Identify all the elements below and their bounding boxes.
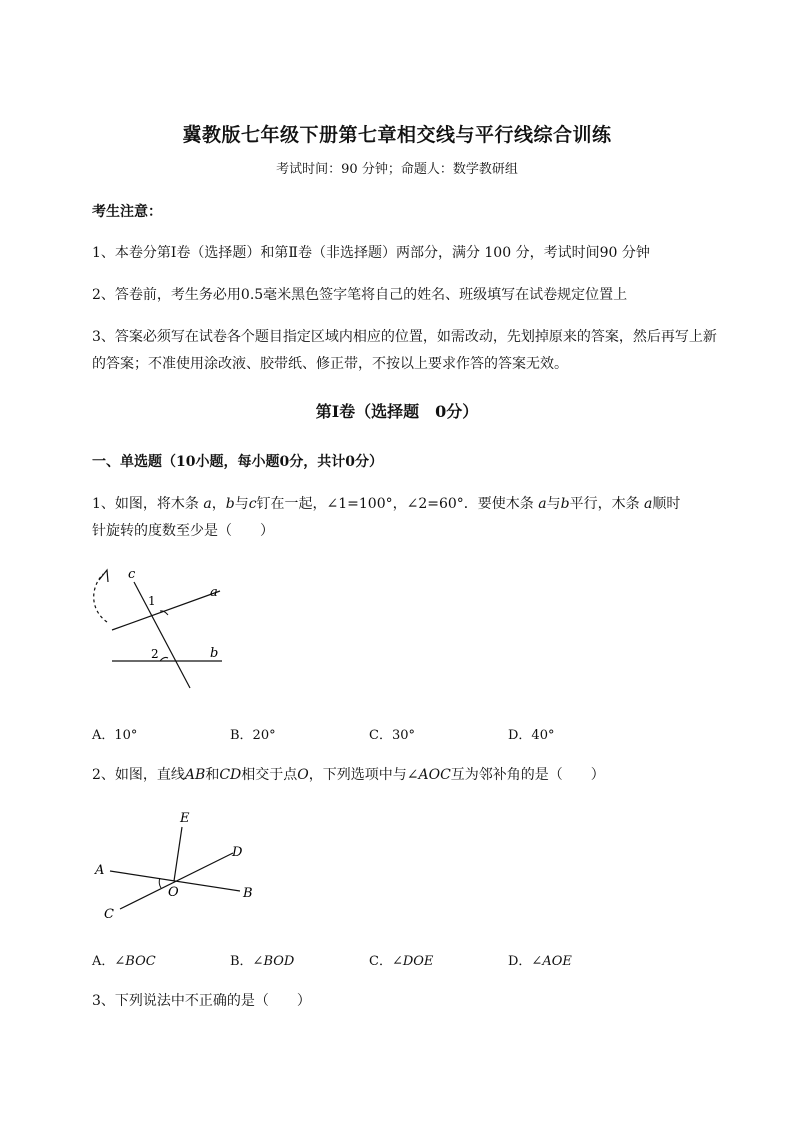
- rotation-arc: [94, 574, 107, 622]
- notice-item-3-cont: 的答案；不准使用涂改液、胶带纸、修正带，不按以上要求作答的答案无效。: [92, 356, 568, 372]
- q2-stem: 2、如图，直线AB和CD相交于点O，下列选项中与∠AOC互为邻补角的是（ ）: [92, 767, 605, 783]
- ray-oe: [174, 827, 182, 881]
- q2-option-d[interactable]: D．∠AOE: [508, 954, 572, 969]
- q1-option-c[interactable]: C．30°: [369, 728, 415, 743]
- point-c: C: [104, 907, 114, 922]
- line-a: [112, 591, 220, 630]
- q2-figure: [90, 805, 270, 925]
- point-d: D: [232, 845, 243, 860]
- q1-option-d[interactable]: D．40°: [508, 728, 555, 743]
- q3-stem: 3、下列说法中不正确的是（ ）: [92, 993, 311, 1009]
- label-a: a: [210, 585, 218, 600]
- part-title: 一、单选题（10小题，每小题0分，共计0分）: [92, 454, 383, 470]
- q1-stem-line2: 针旋转的度数至少是（ ）: [92, 523, 274, 539]
- q1-stem-line1: 1、如图，将木条 a，b与c钉在一起，∠1=100°，∠2=60°．要使木条 a与b平行，木条 a顺时: [92, 496, 681, 512]
- q1-option-a[interactable]: A．10°: [92, 728, 138, 743]
- notice-item-1: 1、本卷分第Ⅰ卷（选择题）和第Ⅱ卷（非选择题）两部分，满分 100 分，考试时间90 分钟: [92, 245, 650, 261]
- q2-option-a[interactable]: A．∠BOC: [92, 954, 156, 969]
- rotation-arrow-icon: [99, 570, 108, 582]
- q1-option-b[interactable]: B．20°: [230, 728, 276, 743]
- line-c: [134, 582, 190, 688]
- angle-1-arc: [160, 611, 168, 615]
- notice-heading: 考生注意：: [92, 204, 162, 220]
- angle-aoc-arc: [159, 878, 161, 888]
- page-title: 冀教版七年级下册第七章相交线与平行线综合训练: [182, 124, 612, 146]
- label-angle-1: 1: [148, 594, 156, 608]
- section-title: 第Ⅰ卷（选择题 0分）: [315, 402, 479, 421]
- exam-info: 考试时间：90 分钟；命题人：数学教研组: [276, 162, 518, 177]
- label-angle-2: 2: [151, 647, 159, 661]
- point-e: E: [180, 811, 190, 826]
- point-a: A: [95, 863, 105, 878]
- label-c: c: [128, 567, 136, 582]
- q1-figure: [80, 560, 250, 700]
- notice-item-2: 2、答卷前，考生务必用0.5毫米黑色签字笔将自己的姓名、班级填写在试卷规定位置上: [92, 287, 628, 303]
- point-o: O: [168, 885, 179, 900]
- point-b: B: [243, 886, 253, 901]
- q2-option-b[interactable]: B．∠BOD: [230, 954, 295, 969]
- label-b: b: [210, 646, 219, 661]
- notice-item-3: 3、答案必须写在试卷各个题目指定区域内相应的位置，如需改动，先划掉原来的答案，然后再写上新: [92, 329, 717, 345]
- q2-option-c[interactable]: C．∠DOE: [369, 954, 434, 969]
